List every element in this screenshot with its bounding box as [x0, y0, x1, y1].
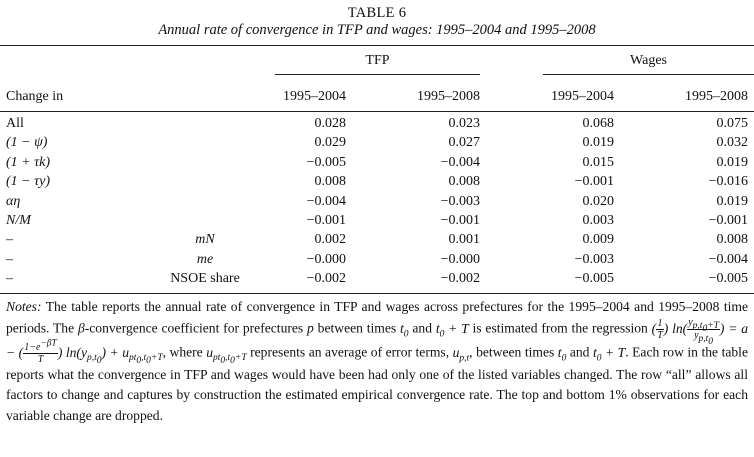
table-cell: −0.003 — [440, 193, 480, 209]
regression-formula: ( $\frac{1}{T}$ ) ln( $\frac{y_{p,t_0+T}}{y_{p,t_0}}$ ) = a − ( $\frac{1-e^{-\beta T}}{T}$ ) $\ln(y_{p,t_0}) + u_{pt_0,t_0+T}$ — [6, 317, 749, 367]
group-head-wages: Wages — [630, 53, 667, 68]
notes-text: The table reports the annual rate of convergence in TFP and wages across prefectures for the 1995–2004 and 1995–2008 time periods. The — [6, 299, 748, 336]
row-label: N/M — [6, 213, 31, 228]
row-label: – — [6, 251, 13, 267]
table-cell: 0.008 — [448, 174, 480, 190]
table-cell: 0.015 — [582, 154, 614, 170]
notes-text: is estimated from the regression — [468, 320, 652, 336]
row-label: All — [6, 116, 24, 131]
table-cell: −0.001 — [306, 213, 346, 228]
table-cell: 0.019 — [716, 193, 748, 209]
row-sublabel: NSOE share — [170, 271, 240, 287]
group-rule-wages — [543, 74, 754, 75]
notes-text: between times — [313, 320, 401, 336]
notes-text: represents an average of error terms, — [246, 344, 453, 360]
table-cell: −0.004 — [708, 251, 748, 267]
table-cell: −0.003 — [574, 251, 614, 267]
notes-text: , between times — [469, 344, 558, 360]
header-wages-1995-2004: 1995–2004 — [551, 89, 614, 104]
top-rule — [0, 45, 754, 46]
table-notes: Notes: The table reports the annual rate of convergence in TFP and wages across prefectures for the 1995–2004 and 1995–2008 time periods. The β-convergence coefficient for prefectures p between times $t_0$ and $t_0 + T$ is estimated from the regression ( $\frac{1}{T}$ ) ln( $\frac{y_{p,t_0+T}}{y_{p,t_0}}$ ) = a − ( $\frac{1-e^{-\beta T}}{T}$ ) $\ln(y_{p,t_0}) + u_{pt_0,t_0+T}$, where $u_{pt_0,t_0+T}$ represents an average of error terms, $u_{p,t}$, between times $t_0$ and $t_0 + T$. Each row in the table reports what the convergence in TFP and wages would have been had only one of the listed variables changed. The row “all” allows all factors to change and captures by construction the estimated empirical convergence rate. The top and bottom 1% observations for each variable change are dropped. — [6, 299, 749, 423]
row-label: – — [6, 271, 13, 287]
notes-text: -convergence coefficient for prefectures — [84, 320, 308, 336]
table-cell: −0.000 — [306, 251, 346, 267]
table-cell: 0.001 — [448, 232, 480, 248]
table-label: TABLE 6 — [347, 5, 407, 21]
table-cell: 0.075 — [716, 116, 748, 131]
row-sublabel: me — [196, 251, 214, 267]
table-cell: −0.001 — [574, 174, 614, 190]
table-cell: 0.019 — [716, 154, 748, 170]
table-cell: 0.002 — [314, 232, 346, 248]
notes-lead: Notes: — [6, 299, 42, 314]
row-label: αη — [6, 193, 21, 209]
notes-text: . Each row in the table reports what the convergence in TFP and wages would have been had only one of the listed variables changed. The row “all” allows all factors to change and captures by construction the estimated empirical convergence rate. The top and bottom 1% observations for each variable change are dropped. — [6, 344, 748, 423]
group-rule-tfp — [275, 74, 480, 75]
notes-var: p — [307, 320, 314, 336]
table-cell: −0.004 — [306, 193, 346, 209]
table-cell: 0.019 — [582, 135, 614, 151]
row-label: (1 − ψ) — [6, 135, 48, 151]
table-cell: 0.032 — [716, 135, 748, 151]
table-cell: 0.003 — [582, 213, 614, 228]
row-label: (1 + τk) — [6, 154, 50, 170]
table-cell: −0.001 — [440, 213, 480, 228]
table-cell: 0.068 — [582, 116, 614, 131]
table-cell: 0.028 — [314, 116, 346, 131]
table-cell: 0.029 — [314, 135, 346, 151]
table-cell: 0.023 — [448, 116, 480, 131]
table-cell: −0.001 — [708, 213, 748, 228]
table-cell: −0.004 — [440, 154, 480, 170]
header-change-in: Change in — [6, 89, 64, 104]
row-label: – — [6, 232, 13, 248]
table-cell: −0.000 — [440, 251, 480, 267]
group-head-tfp: TFP — [365, 53, 390, 68]
notes-text: and — [566, 344, 593, 360]
notes-beta: β — [77, 320, 85, 336]
table-caption: Annual rate of convergence in TFP and wages: 1995–2004 and 1995–2008 — [158, 22, 596, 38]
bottom-rule — [0, 293, 754, 294]
header-tfp-1995-2004: 1995–2004 — [283, 89, 346, 104]
table-cell: 0.009 — [582, 232, 614, 248]
table-cell: 0.008 — [716, 232, 748, 248]
table-cell: −0.005 — [306, 154, 346, 170]
row-sublabel: mN — [195, 232, 215, 248]
notes-text: , where — [162, 344, 207, 360]
table-cell: −0.016 — [708, 174, 748, 190]
table-cell: 0.020 — [582, 193, 614, 209]
table-cell: −0.005 — [574, 271, 614, 287]
header-tfp-1995-2008: 1995–2008 — [417, 89, 480, 104]
table-cell: 0.027 — [448, 135, 480, 151]
table-cell: −0.005 — [708, 271, 748, 287]
table-cell: −0.002 — [440, 271, 480, 287]
table-cell: −0.002 — [306, 271, 346, 287]
row-label: (1 − τy) — [6, 174, 50, 190]
notes-text: and — [408, 320, 436, 336]
table-cell: 0.008 — [314, 174, 346, 190]
header-rule — [0, 111, 754, 112]
header-wages-1995-2008: 1995–2008 — [685, 89, 748, 104]
